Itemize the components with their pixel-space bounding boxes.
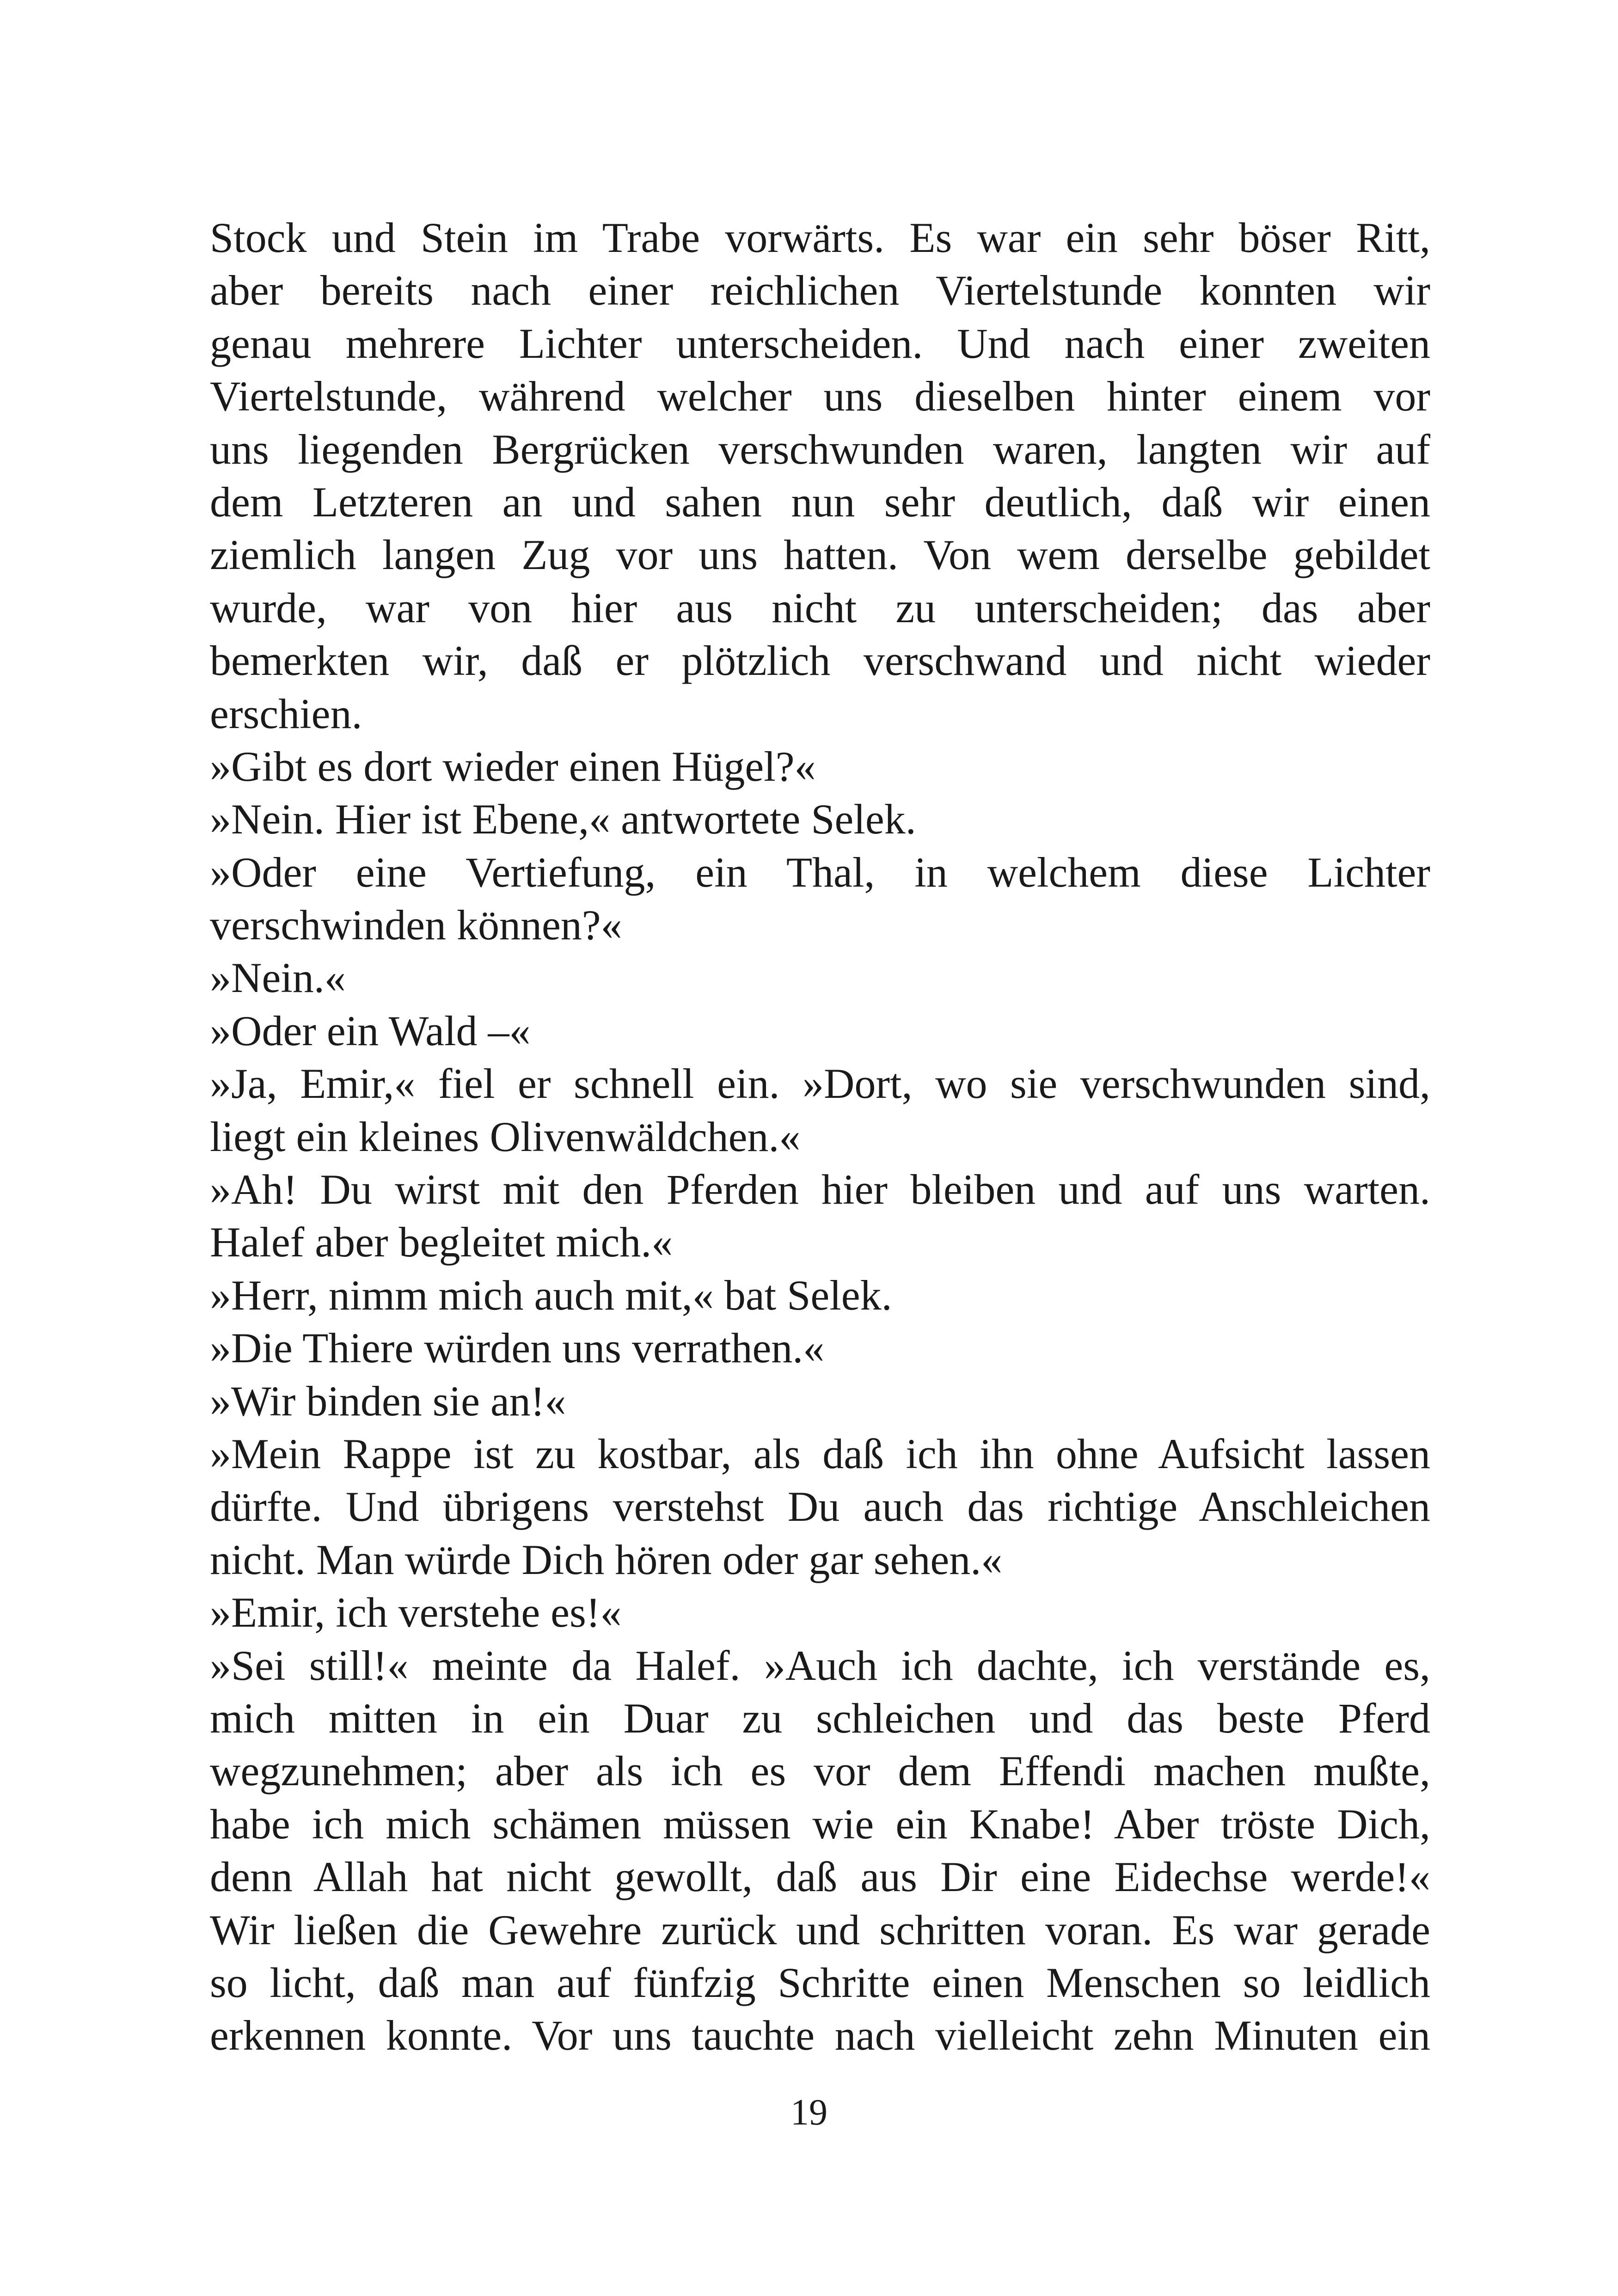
text-line: Stock und Stein im Trabe vorwärts. Es war ein sehr böser Ritt, xyxy=(210,214,1430,261)
text-line: habe ich mich schämen müssen wie ein Knabe! Aber tröste Dich, xyxy=(210,1800,1430,1848)
text-line: Viertelstunde, während welcher uns dieselben hinter einem vor xyxy=(210,373,1430,420)
text-line: wurde, war von hier aus nicht zu unterscheiden; das aber xyxy=(210,584,1430,631)
text-line: »Emir, ich verstehe es!« xyxy=(210,1589,622,1636)
text-line: erkennen konnte. Vor uns tauchte nach vielleicht zehn Minuten ein xyxy=(210,2012,1430,2059)
body-text xyxy=(210,211,1430,2062)
text-line: »Die Thiere würden uns verrathen.« xyxy=(210,1324,825,1372)
text-line: so licht, daß man auf fünfzig Schritte einen Menschen so leidlich xyxy=(210,1959,1430,2006)
text-line: Wir ließen die Gewehre zurück und schritten voran. Es war gerade xyxy=(210,1906,1430,1953)
text-line: dem Letzteren an und sahen nun sehr deutlich, daß wir einen xyxy=(210,478,1430,526)
text-line: Halef aber begleitet mich.« xyxy=(210,1218,673,1266)
text-line: »Nein.« xyxy=(210,954,346,1002)
text-line: ziemlich langen Zug vor uns hatten. Von wem derselbe gebildet xyxy=(210,531,1430,579)
text-line: aber bereits nach einer reichlichen Viertelstunde konnten wir xyxy=(210,267,1430,314)
text-line: »Herr, nimm mich auch mit,« bat Selek. xyxy=(210,1271,892,1319)
text-line: »Nein. Hier ist Ebene,« antwortete Selek. xyxy=(210,796,916,843)
text-line: »Ja, Emir,« fiel er schnell ein. »Dort, wo sie verschwunden sind, xyxy=(210,1060,1430,1108)
text-line: »Ah! Du wirst mit den Pferden hier bleiben und auf uns warten. xyxy=(210,1166,1430,1213)
text-line: verschwinden können?« xyxy=(210,901,622,949)
text-line: »Oder ein Wald –« xyxy=(210,1007,531,1054)
text-line: mich mitten in ein Duar zu schleichen und das beste Pferd xyxy=(210,1694,1430,1742)
text-line: »Oder eine Vertiefung, ein Thal, in welchem diese Lichter xyxy=(210,848,1430,896)
page-number: 19 xyxy=(791,2092,827,2133)
text-line: uns liegenden Bergrücken verschwunden waren, langten wir auf xyxy=(210,425,1430,473)
text-line: »Wir binden sie an!« xyxy=(210,1377,566,1425)
text-line: erschien. xyxy=(210,690,362,737)
text-line: wegzunehmen; aber als ich es vor dem Effendi machen mußte, xyxy=(210,1747,1430,1795)
text-line: dürfte. Und übrigens verstehst Du auch das richtige Anschleichen xyxy=(210,1483,1430,1531)
text-line: »Sei still!« meinte da Halef. »Auch ich dachte, ich verstände es, xyxy=(210,1641,1430,1689)
text-line: liegt ein kleines Olivenwäldchen.« xyxy=(210,1113,801,1160)
text-line: »Mein Rappe ist zu kostbar, als daß ich ihn ohne Aufsicht lassen xyxy=(210,1430,1430,1477)
text-line: nicht. Man würde Dich hören oder gar sehen.« xyxy=(210,1536,1003,1583)
text-line: »Gibt es dort wieder einen Hügel?« xyxy=(210,742,816,790)
text-line: bemerkten wir, daß er plötzlich verschwand und nicht wieder xyxy=(210,637,1430,685)
text-line: genau mehrere Lichter unterscheiden. Und nach einer zweiten xyxy=(210,319,1430,367)
text-line: denn Allah hat nicht gewollt, daß aus Dir eine Eidechse werde!« xyxy=(210,1853,1430,1901)
